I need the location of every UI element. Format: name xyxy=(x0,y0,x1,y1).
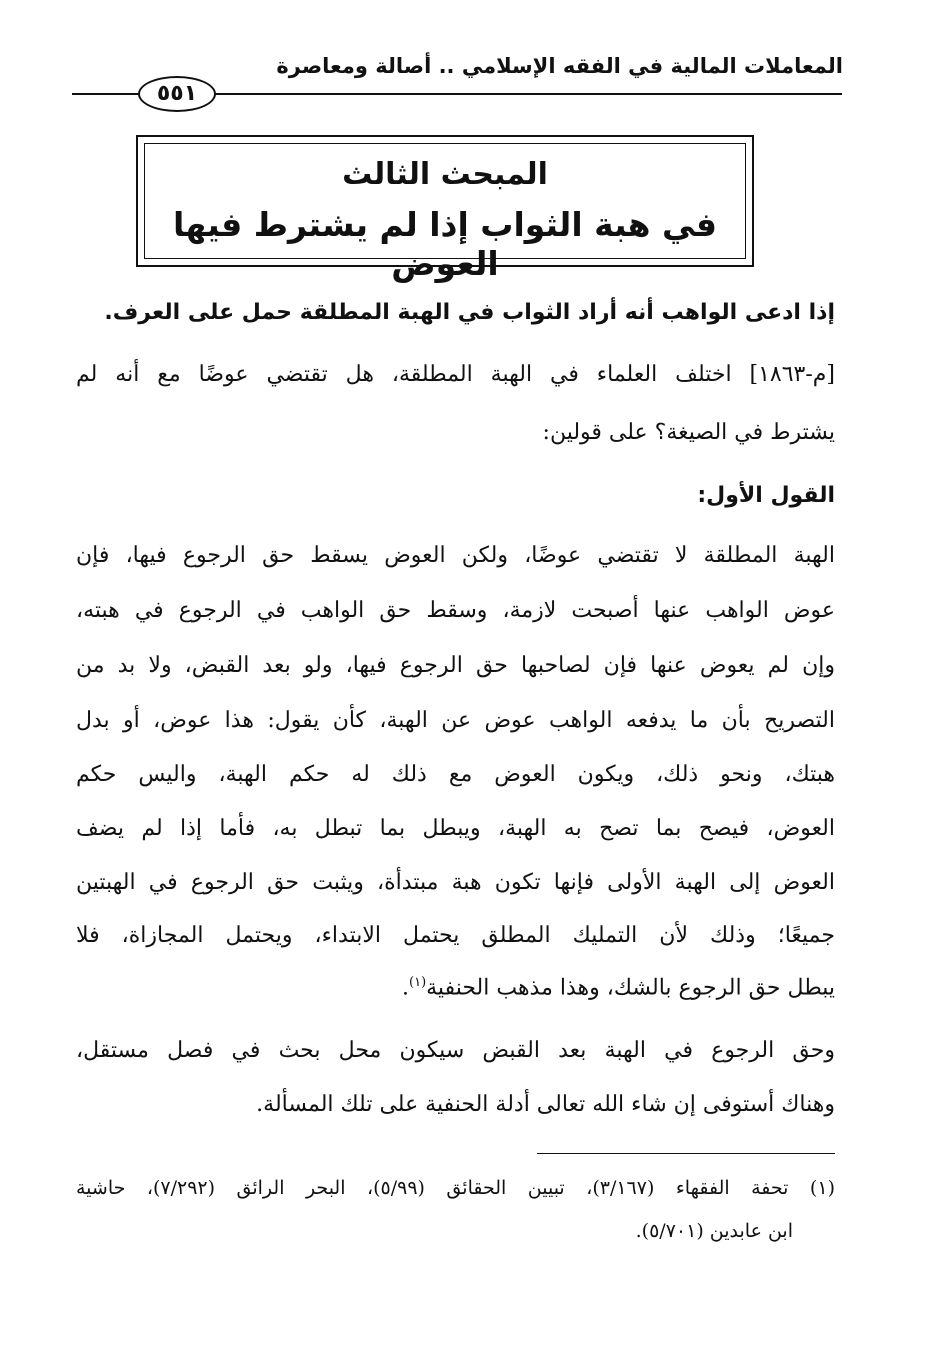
body-line: العوض إلى الهبة الأولى فإنها تكون هبة مبتدأة، ويثبت حق الرجوع في الهبتين xyxy=(76,870,835,895)
footnote-separator xyxy=(537,1153,835,1154)
body-line: يشترط في الصيغة؟ على قولين: xyxy=(542,420,835,445)
section-heading: المبحث الثالث xyxy=(342,157,548,192)
footnote-reference: (١) xyxy=(409,975,427,990)
footnote-line: ابن عابدين (٥/٧٠١). xyxy=(635,1220,793,1242)
body-line: عوض الواهب عنها أصبحت لازمة، وسقط حق الواهب في الرجوع في هبته، xyxy=(76,598,835,623)
body-line: العوض، فيصح بما تصح به الهبة، ويبطل بما تبطل به، فأما إذا لم يضف xyxy=(76,816,835,841)
body-line-with-footnote xyxy=(402,975,835,1002)
body-line: وهناك أستوفى إن شاء الله تعالى أدلة الحنفية على تلك المسألة. xyxy=(256,1092,835,1117)
subsection-heading: القول الأول: xyxy=(697,483,835,508)
body-line: التصريح بأن ما يدفعه الواهب عوض عن الهبة، كأن يقول: هذا عوض، أو بدل xyxy=(76,708,835,733)
body-line-text: يبطل حق الرجوع بالشك، وهذا مذهب الحنفية xyxy=(426,975,835,1001)
sentence-end: . xyxy=(402,975,409,1001)
section-title-box xyxy=(136,135,754,283)
footnote-line: (١) تحفة الفقهاء (٣/١٦٧)، تبيين الحقائق (٥/٩٩)، البحر الرائق (٧/٢٩٢)، حاشية xyxy=(76,1177,835,1199)
body-line: هبتك، ونحو ذلك، ويكون العوض مع ذلك له حكم الهبة، واليس حكم xyxy=(76,762,835,787)
body-line: وإن لم يعوض عنها فإن لصاحبها حق الرجوع فيها، ولو بعد القبض، ولا بد من xyxy=(76,653,835,678)
running-title: المعاملات المالية في الفقه الإسلامي .. أصالة ومعاصرة xyxy=(276,54,843,78)
section-subheading: في هبة الثواب إذا لم يشترط فيها العوض xyxy=(173,205,717,283)
summary-rule-line: إذا ادعى الواهب أنه أراد الثواب في الهبة المطلقة حمل على العرف. xyxy=(104,300,835,325)
body-line: وحق الرجوع في الهبة بعد القبض سيكون محل بحث في فصل مستقل، xyxy=(76,1038,835,1063)
body-line: جميعًا؛ وذلك لأن التمليك المطلق يحتمل الابتداء، ويحتمل المجازاة، فلا xyxy=(76,923,835,948)
body-line: [م-١٨٦٣] اختلف العلماء في الهبة المطلقة، هل تقتضي عوضًا مع أنه لم xyxy=(76,362,835,387)
body-line: الهبة المطلقة لا تقتضي عوضًا، ولكن العوض يسقط حق الرجوع فيها، فإن xyxy=(76,543,835,568)
page-number: ٥٥١ xyxy=(138,76,216,112)
